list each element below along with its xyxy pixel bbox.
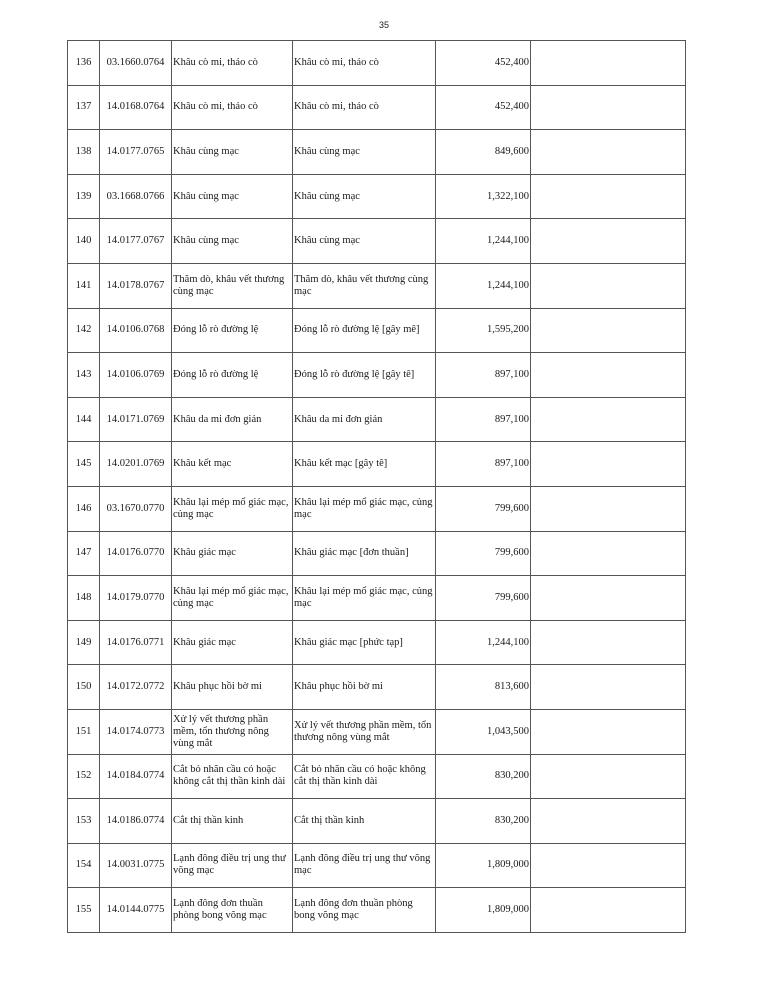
service-code-cell: 03.1668.0766 — [100, 174, 172, 219]
table-row — [68, 620, 686, 665]
service-code-cell: 14.0171.0769 — [100, 397, 172, 442]
row-number-cell: 154 — [68, 843, 100, 888]
price-table — [67, 40, 686, 933]
service-name-detail-cell: Lạnh đông đơn thuần phòng bong võng mạc — [293, 888, 436, 933]
price-cell: 799,600 — [436, 576, 531, 621]
service-name-detail-cell: Khâu giác mạc [đơn thuần] — [293, 531, 436, 576]
service-name-cell: Khâu giác mạc — [172, 620, 293, 665]
table-row — [68, 888, 686, 933]
row-number-cell: 140 — [68, 219, 100, 264]
note-cell — [531, 843, 686, 888]
table-row — [68, 174, 686, 219]
row-number-cell: 143 — [68, 353, 100, 398]
service-name-cell: Khâu da mi đơn giản — [172, 397, 293, 442]
row-number-cell: 150 — [68, 665, 100, 710]
table-row — [68, 754, 686, 799]
row-number-cell: 142 — [68, 308, 100, 353]
row-number-cell: 145 — [68, 442, 100, 487]
note-cell — [531, 665, 686, 710]
service-name-detail-cell: Khâu cùng mạc — [293, 130, 436, 175]
row-number-cell: 152 — [68, 754, 100, 799]
service-name-detail-cell: Cắt thị thần kinh — [293, 799, 436, 844]
row-number-cell: 138 — [68, 130, 100, 175]
note-cell — [531, 308, 686, 353]
service-code-cell: 14.0178.0767 — [100, 263, 172, 308]
service-code-cell: 14.0172.0772 — [100, 665, 172, 710]
table-row — [68, 41, 686, 86]
table-row — [68, 397, 686, 442]
service-name-cell: Khâu lại mép mổ giác mạc, củng mạc — [172, 576, 293, 621]
note-cell — [531, 531, 686, 576]
price-cell: 813,600 — [436, 665, 531, 710]
service-code-cell: 14.0106.0769 — [100, 353, 172, 398]
service-name-cell: Khâu cùng mạc — [172, 174, 293, 219]
service-name-cell: Lạnh đông đơn thuần phòng bong võng mạc — [172, 888, 293, 933]
service-name-cell: Cắt bỏ nhãn cầu có hoặc không cắt thị thần kinh dài — [172, 754, 293, 799]
service-name-detail-cell: Khâu giác mạc [phức tạp] — [293, 620, 436, 665]
row-number-cell: 147 — [68, 531, 100, 576]
service-name-detail-cell: Khâu cò mi, tháo cò — [293, 41, 436, 86]
service-code-cell: 14.0201.0769 — [100, 442, 172, 487]
service-code-cell: 03.1670.0770 — [100, 486, 172, 531]
service-code-cell: 14.0186.0774 — [100, 799, 172, 844]
table-row — [68, 486, 686, 531]
note-cell — [531, 85, 686, 130]
service-code-cell: 14.0174.0773 — [100, 709, 172, 754]
service-name-detail-cell: Khâu cò mi, tháo cò — [293, 85, 436, 130]
note-cell — [531, 799, 686, 844]
row-number-cell: 136 — [68, 41, 100, 86]
table-row — [68, 219, 686, 264]
service-name-cell: Khâu cò mi, tháo cò — [172, 41, 293, 86]
service-name-detail-cell: Khâu lại mép mổ giác mạc, củng mạc — [293, 576, 436, 621]
note-cell — [531, 397, 686, 442]
note-cell — [531, 219, 686, 264]
service-name-cell: Khâu cò mi, tháo cò — [172, 85, 293, 130]
table-row — [68, 576, 686, 621]
table-body — [68, 41, 686, 933]
service-code-cell: 14.0177.0765 — [100, 130, 172, 175]
price-cell: 1,244,100 — [436, 263, 531, 308]
table-row — [68, 799, 686, 844]
table-row — [68, 308, 686, 353]
price-cell: 1,595,200 — [436, 308, 531, 353]
row-number-cell: 151 — [68, 709, 100, 754]
row-number-cell: 148 — [68, 576, 100, 621]
service-name-detail-cell: Đóng lỗ rò đường lệ [gây tê] — [293, 353, 436, 398]
price-cell: 830,200 — [436, 799, 531, 844]
table-row — [68, 130, 686, 175]
service-name-detail-cell: Khâu kết mạc [gây tê] — [293, 442, 436, 487]
service-code-cell: 14.0176.0771 — [100, 620, 172, 665]
service-name-detail-cell: Lạnh đông điều trị ung thư võng mạc — [293, 843, 436, 888]
price-cell: 849,600 — [436, 130, 531, 175]
table-row — [68, 263, 686, 308]
table-row — [68, 665, 686, 710]
row-number-cell: 155 — [68, 888, 100, 933]
service-name-detail-cell: Khâu cùng mạc — [293, 174, 436, 219]
note-cell — [531, 620, 686, 665]
price-cell: 1,043,500 — [436, 709, 531, 754]
price-cell: 799,600 — [436, 531, 531, 576]
note-cell — [531, 486, 686, 531]
price-cell: 897,100 — [436, 353, 531, 398]
price-cell: 1,809,000 — [436, 888, 531, 933]
service-name-cell: Cắt thị thần kinh — [172, 799, 293, 844]
row-number-cell: 149 — [68, 620, 100, 665]
service-name-detail-cell: Đóng lỗ rò đường lệ [gây mê] — [293, 308, 436, 353]
price-cell: 1,322,100 — [436, 174, 531, 219]
price-cell: 897,100 — [436, 397, 531, 442]
service-name-cell: Đóng lỗ rò đường lệ — [172, 353, 293, 398]
note-cell — [531, 442, 686, 487]
row-number-cell: 141 — [68, 263, 100, 308]
price-cell: 452,400 — [436, 41, 531, 86]
service-name-cell: Khâu giác mạc — [172, 531, 293, 576]
service-code-cell: 14.0168.0764 — [100, 85, 172, 130]
service-code-cell: 14.0179.0770 — [100, 576, 172, 621]
row-number-cell: 137 — [68, 85, 100, 130]
service-name-cell: Đóng lỗ rò đường lệ — [172, 308, 293, 353]
service-name-cell: Khâu cùng mạc — [172, 219, 293, 264]
price-cell: 1,809,000 — [436, 843, 531, 888]
service-name-cell: Khâu kết mạc — [172, 442, 293, 487]
service-name-detail-cell: Khâu da mi đơn giản — [293, 397, 436, 442]
service-name-detail-cell: Thăm dò, khâu vết thương cùng mạc — [293, 263, 436, 308]
service-name-detail-cell: Khâu cùng mạc — [293, 219, 436, 264]
service-name-detail-cell: Xử lý vết thương phần mềm, tổn thương nông vùng mắt — [293, 709, 436, 754]
note-cell — [531, 888, 686, 933]
table-row — [68, 442, 686, 487]
service-code-cell: 14.0177.0767 — [100, 219, 172, 264]
service-code-cell: 14.0106.0768 — [100, 308, 172, 353]
note-cell — [531, 174, 686, 219]
price-cell: 452,400 — [436, 85, 531, 130]
note-cell — [531, 754, 686, 799]
row-number-cell: 146 — [68, 486, 100, 531]
table-row — [68, 353, 686, 398]
service-name-cell: Thăm dò, khâu vết thương cùng mạc — [172, 263, 293, 308]
table-row — [68, 85, 686, 130]
service-name-detail-cell: Khâu lại mép mổ giác mạc, củng mạc — [293, 486, 436, 531]
service-code-cell: 14.0031.0775 — [100, 843, 172, 888]
table-row — [68, 531, 686, 576]
note-cell — [531, 130, 686, 175]
table-row — [68, 709, 686, 754]
note-cell — [531, 41, 686, 86]
price-cell: 897,100 — [436, 442, 531, 487]
price-cell: 1,244,100 — [436, 219, 531, 264]
service-code-cell: 14.0144.0775 — [100, 888, 172, 933]
page-number: 35 — [378, 20, 389, 30]
service-name-cell: Xử lý vết thương phần mềm, tổn thương nông vùng mắt — [172, 709, 293, 754]
note-cell — [531, 709, 686, 754]
service-code-cell: 03.1660.0764 — [100, 41, 172, 86]
note-cell — [531, 263, 686, 308]
service-code-cell: 14.0184.0774 — [100, 754, 172, 799]
table-row — [68, 843, 686, 888]
service-name-cell: Khâu cùng mạc — [172, 130, 293, 175]
service-name-detail-cell: Khâu phục hồi bờ mi — [293, 665, 436, 710]
price-cell: 1,244,100 — [436, 620, 531, 665]
service-name-cell: Khâu phục hồi bờ mi — [172, 665, 293, 710]
note-cell — [531, 353, 686, 398]
row-number-cell: 139 — [68, 174, 100, 219]
price-cell: 799,600 — [436, 486, 531, 531]
note-cell — [531, 576, 686, 621]
row-number-cell: 144 — [68, 397, 100, 442]
row-number-cell: 153 — [68, 799, 100, 844]
service-code-cell: 14.0176.0770 — [100, 531, 172, 576]
service-name-cell: Lạnh đông điều trị ung thư võng mạc — [172, 843, 293, 888]
price-cell: 830,200 — [436, 754, 531, 799]
service-name-cell: Khâu lại mép mổ giác mạc, củng mạc — [172, 486, 293, 531]
service-name-detail-cell: Cắt bỏ nhãn cầu có hoặc không cắt thị thần kinh dài — [293, 754, 436, 799]
